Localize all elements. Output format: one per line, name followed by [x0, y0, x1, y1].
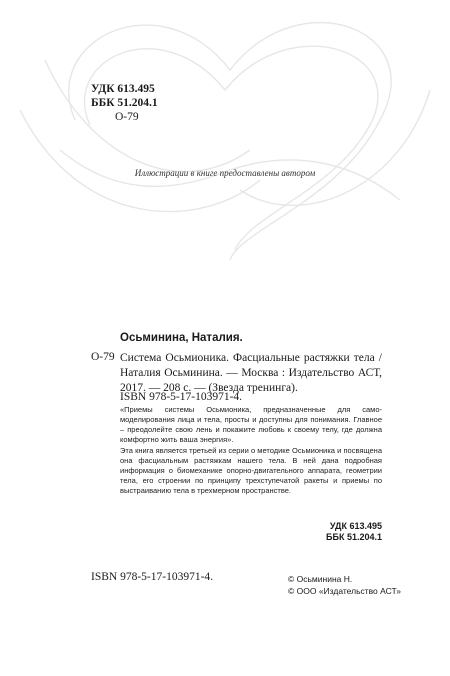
copyright-author: © Осьминина Н. — [288, 574, 353, 584]
author-code: О-79 — [115, 111, 139, 123]
copyright-block — [288, 573, 401, 597]
annotation-paragraph: «Приемы системы Осьмионика, предназначенные для самомоделирования лица и тела, просты и доступны для понимания. Главное – преодолейте свою лень и покажите любовь к своему телу, где должна комфортно жить ваша энергия». — [120, 405, 382, 444]
record-author-code: О-79 — [91, 351, 115, 363]
bbk-code-bottom: ББК 51.204.1 — [326, 532, 382, 542]
bbk-code: ББК 51.204.1 — [91, 97, 158, 109]
author-heading: Осьминина, Наталия. — [120, 332, 243, 344]
copyright-publisher: © ООО «Издательство АСТ» — [288, 586, 402, 596]
record-isbn: ISBN 978-5-17-103971-4. — [120, 391, 243, 403]
isbn-bottom: ISBN 978-5-17-103971-4. — [91, 571, 214, 583]
udk-code: УДК 613.495 — [91, 83, 155, 95]
classification-block-bottom — [120, 521, 382, 543]
udk-code-bottom: УДК 613.495 — [329, 521, 382, 531]
bibliographic-description: Система Осьмионика. Фасциальные растяжки тела / Наталия Осьминина. — Москва : Издательство АСТ, 2017. — 208 с. — (Звезда тренинга). — [120, 352, 382, 394]
annotation-paragraph: Эта книга является третьей из серии о методике Осьмионика и посвящена она фасциальным растяжкам нашего тела. В ней дана подробная информация о биомеханике опорно-двигательного аппарата, геометрии тела, его строении по принципу трехступечатой ракеты и приемы по выстраиванию тела в трехмерном пространстве. — [120, 446, 382, 495]
classification-block-top — [91, 82, 158, 124]
illustration-note: Иллюстрации в книге предоставлены автором — [134, 168, 316, 178]
annotation — [120, 405, 382, 497]
